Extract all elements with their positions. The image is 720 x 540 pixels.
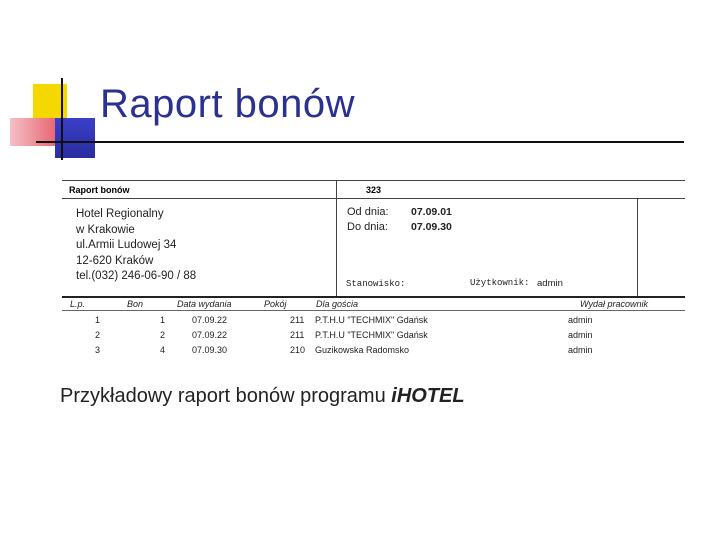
hotel-line: ul.Armii Ludowej 34	[76, 239, 177, 251]
report-image	[62, 180, 685, 360]
user-label: Użytkownik:	[470, 278, 530, 288]
report-number: 323	[366, 185, 382, 195]
slide-caption	[60, 385, 465, 408]
report-vertical-divider	[336, 180, 337, 298]
row-bon: 2	[160, 330, 166, 340]
row-bon: 4	[160, 345, 166, 355]
from-label: Od dnia:	[347, 206, 389, 218]
title-underline	[36, 141, 684, 143]
row-guest: Guzikowska Radomsko	[315, 345, 410, 355]
report-top-border	[62, 180, 685, 181]
hotel-address	[76, 207, 196, 285]
station-label: Stanowisko:	[346, 279, 406, 289]
report-header-divider	[62, 198, 685, 199]
caption-text: Przykładowy raport bonów programu	[60, 385, 392, 407]
hotel-line: tel.(032) 246-06-90 / 88	[76, 270, 197, 282]
col-header-date: Data wydania	[177, 299, 232, 309]
row-staff: admin	[568, 315, 593, 325]
col-header-guest: Dla gościa	[316, 299, 359, 309]
row-staff: admin	[568, 345, 593, 355]
from-value: 07.09.01	[411, 206, 452, 218]
to-value: 07.09.30	[411, 221, 452, 233]
row-lp: 1	[95, 315, 101, 325]
row-guest: P.T.H.U "TECHMIX" Gdańsk	[315, 330, 428, 340]
report-title: Raport bonów	[69, 185, 130, 195]
col-header-room: Pokój	[264, 299, 287, 309]
slide-title: Raport bonów	[100, 82, 356, 126]
row-bon: 1	[160, 315, 166, 325]
row-staff: admin	[568, 330, 593, 340]
logo-vertical-line	[61, 78, 63, 160]
col-header-staff: Wydał pracownik	[580, 299, 649, 309]
col-header-bon: Bon	[127, 299, 144, 309]
row-room: 211	[290, 315, 305, 325]
row-date: 07.09.22	[192, 315, 228, 325]
columns-top-border	[62, 296, 685, 298]
row-lp: 3	[95, 345, 101, 355]
row-room: 211	[290, 330, 305, 340]
date-labels	[347, 205, 389, 235]
caption-brand: iHOTEL	[391, 385, 465, 407]
to-label: Do dnia:	[347, 221, 388, 233]
hotel-line: 12-620 Kraków	[76, 254, 154, 267]
row-date: 07.09.30	[192, 345, 228, 355]
user-value: admin	[537, 278, 563, 289]
row-date: 07.09.22	[192, 330, 228, 340]
row-lp: 2	[95, 330, 101, 340]
row-guest: P.T.H.U "TECHMIX" Gdańsk	[315, 315, 428, 325]
report-right-divider	[637, 199, 638, 298]
date-values	[411, 205, 452, 235]
col-header-lp: L.p.	[70, 299, 86, 309]
hotel-line: Hotel Regionalny	[76, 208, 164, 220]
row-room: 210	[290, 345, 306, 355]
hotel-line: w Krakowie	[76, 223, 135, 236]
columns-bottom-border	[62, 310, 685, 311]
